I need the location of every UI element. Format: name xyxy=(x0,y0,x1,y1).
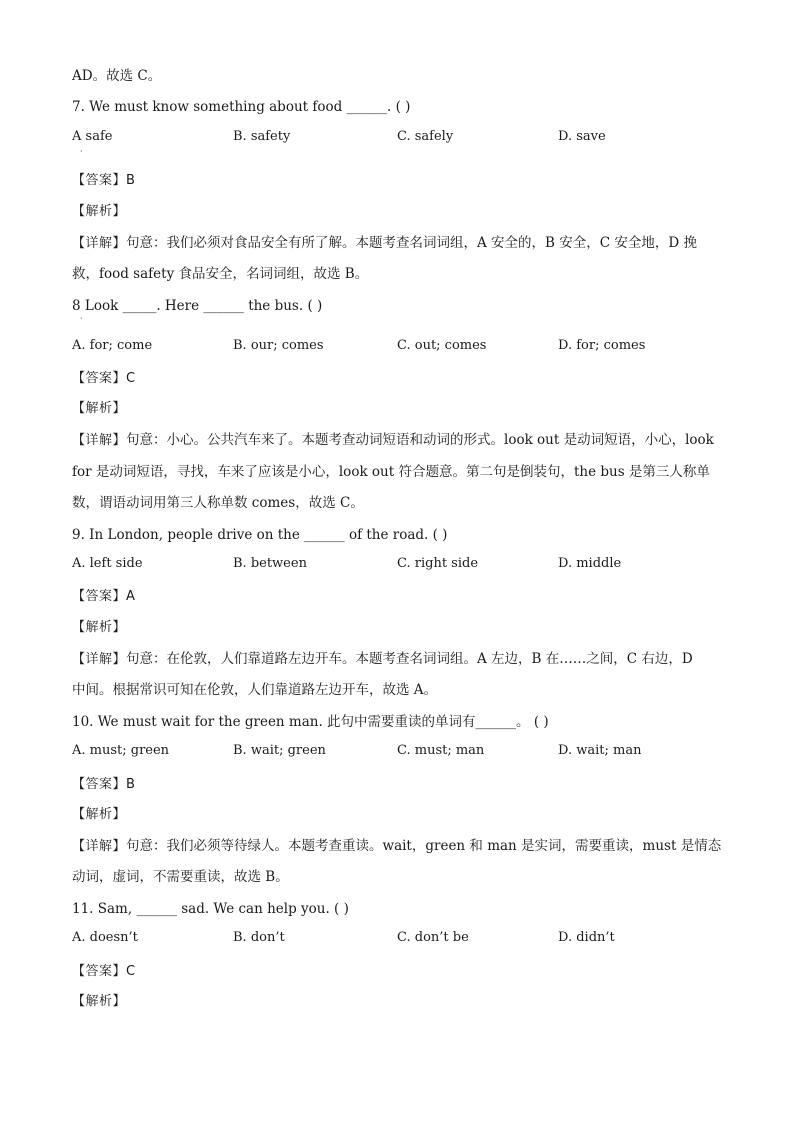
answer-line xyxy=(72,368,734,389)
answer-line xyxy=(72,774,734,795)
detail-tag: 【详解】 xyxy=(72,236,127,251)
question-8-stem: 8 Look _____. Here ______ the bus. ( ) xyxy=(72,298,323,314)
decor-dot: · xyxy=(80,314,83,323)
option-c: C. must; man xyxy=(397,743,485,758)
question-11-stem: 11. Sam, ______ sad. We can help you. ( ) xyxy=(72,901,349,917)
detail-text: 句意：我们必须等待绿人。本题考查重读。wait，green 和 man 是实词，需要重读，must 是情态 xyxy=(126,838,722,854)
detail-text: 数，谓语动词用第三人称单数 comes，故选 C。 xyxy=(72,495,364,511)
question-9-stem: 9. In London, people drive on the ______ of the road. ( ) xyxy=(72,527,448,543)
detail-line xyxy=(72,836,734,857)
option-b: B. wait; green xyxy=(233,743,326,758)
detail-tag: 【详解】 xyxy=(72,433,127,448)
detail-text: 救，food safety 食品安全，名词词组，故选 B。 xyxy=(72,266,369,282)
option-a: A. for; come xyxy=(72,338,153,353)
question-8-options xyxy=(0,338,794,358)
option-b: B. safety xyxy=(233,129,291,144)
option-d: D. middle xyxy=(558,556,622,571)
detail-text: 句意：我们必须对食品安全有所了解。本题考查名词词组，A 安全的，B 安全，C 安全地，D 挽 xyxy=(126,235,698,251)
analysis-tag: 【解析】 xyxy=(72,401,127,416)
option-b: B. our; comes xyxy=(233,338,324,353)
option-c: C. don’t be xyxy=(397,930,469,945)
option-a: A. must; green xyxy=(72,743,170,758)
detail-text: for 是动词短语，寻找，车来了应该是小心，look out 符合题意。第二句是倒装句，the bus 是第三人称单 xyxy=(72,464,710,480)
question-7-stem: 7. We must know something about food ______. ( ) xyxy=(72,99,411,115)
option-a: A. left side xyxy=(72,556,143,571)
answer-value: B xyxy=(126,173,135,188)
question-11-options xyxy=(0,930,794,950)
option-c: C. out; comes xyxy=(397,338,487,353)
analysis-tag: 【解析】 xyxy=(72,807,127,822)
answer-tag: 【答案】 xyxy=(72,589,127,604)
answer-line xyxy=(72,170,734,191)
detail-line xyxy=(72,233,734,254)
question-7-options xyxy=(0,129,794,149)
answer-tag: 【答案】 xyxy=(72,371,127,386)
option-c: C. right side xyxy=(397,556,479,571)
option-d: D. for; comes xyxy=(558,338,646,353)
question-10-options xyxy=(0,743,794,763)
question-10-stem: 10. We must wait for the green man. 此句中需要重读的单词有______。 ( ) xyxy=(72,714,549,730)
analysis-tag: 【解析】 xyxy=(72,620,127,635)
option-d: D. wait; man xyxy=(558,743,642,758)
analysis-tag: 【解析】 xyxy=(72,994,127,1009)
option-a: A. doesn’t xyxy=(72,930,138,945)
detail-tag: 【详解】 xyxy=(72,652,127,667)
answer-tag: 【答案】 xyxy=(72,964,127,979)
answer-line xyxy=(72,961,734,982)
option-b: B. between xyxy=(233,556,307,571)
detail-line xyxy=(72,430,734,451)
detail-tag: 【详解】 xyxy=(72,839,127,854)
answer-value: C xyxy=(126,964,136,979)
answer-tag: 【答案】 xyxy=(72,777,127,792)
answer-value: A xyxy=(126,589,135,604)
detail-text: 句意：在伦敦，人们靠道路左边开车。本题考查名词词组。A 左边，B 在……之间，C 右边，D xyxy=(126,651,693,667)
detail-text: 中间。根据常识可知在伦敦，人们靠道路左边开车，故选 A。 xyxy=(72,682,438,698)
answer-line xyxy=(72,586,734,607)
intro-line: AD。故选 C。 xyxy=(72,68,162,84)
detail-text: 句意：小心。公共汽车来了。本题考查动词短语和动词的形式。look out 是动词短语，小心，look xyxy=(126,432,714,448)
question-9-options xyxy=(0,556,794,576)
detail-line xyxy=(72,649,734,670)
analysis-tag: 【解析】 xyxy=(72,204,127,219)
detail-text: 动词，虚词，不需要重读，故选 B。 xyxy=(72,869,289,885)
option-d: D. save xyxy=(558,129,606,144)
answer-tag: 【答案】 xyxy=(72,173,127,188)
option-b: B. don’t xyxy=(233,930,285,945)
decor-dot: · xyxy=(80,147,83,156)
option-d: D. didn’t xyxy=(558,930,615,945)
option-a: A safe xyxy=(72,129,113,144)
option-c: C. safely xyxy=(397,129,454,144)
answer-value: C xyxy=(126,371,136,386)
answer-value: B xyxy=(126,777,135,792)
